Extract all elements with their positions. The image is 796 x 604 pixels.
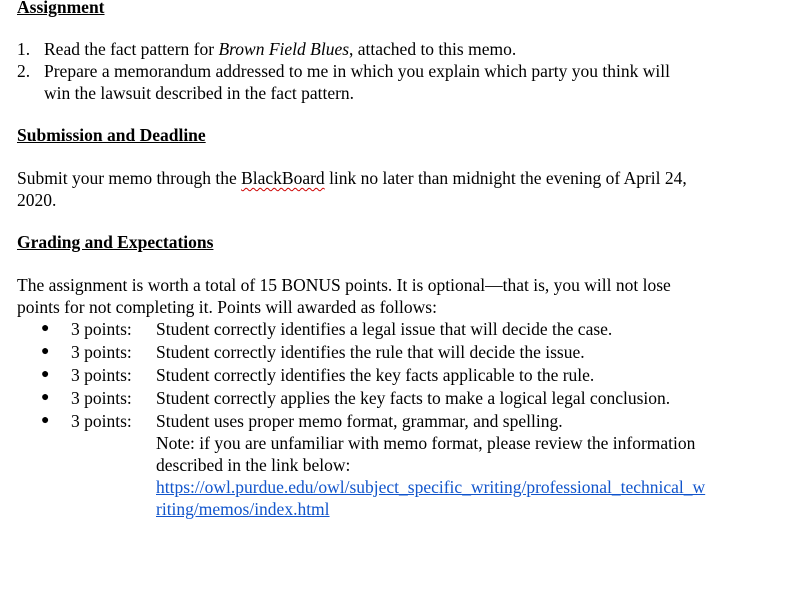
criterion-text: Student correctly identifies the rule that will decide the issue. [156,342,585,362]
points-value: 3 points: [71,319,132,339]
submission-line-1 [17,167,687,189]
grading-intro-line-2: points for not completing it. Points will awarded as follows: [17,297,437,317]
bullet-icon: ● [41,390,50,405]
criterion-text: Student correctly applies the key facts to make a logical legal conclusion. [156,388,671,408]
assignment-item-2-line-1: Prepare a memorandum addressed to me in which you explain which party you think will [44,61,670,81]
purdue-owl-link-line-2[interactable] [156,498,330,520]
points-value: 3 points: [71,365,132,385]
purdue-owl-link-continued[interactable]: riting/memos/index.html [156,499,330,519]
bullet-icon: ● [41,367,50,382]
bullet-icon: ● [41,413,50,428]
assignment-item-2-line-2: win the lawsuit described in the fact pattern. [44,83,355,103]
grading-heading: Grading and Expectations [17,232,214,252]
purdue-owl-link-line-1[interactable] [156,476,705,498]
submission-text-post: link no later than midnight the evening of April 24, [324,168,687,188]
criterion-text: Student correctly identifies the key facts applicable to the rule. [156,365,595,385]
criterion-text: Student uses proper memo format, grammar, and spelling. [156,411,563,431]
list-number-1: 1. [17,39,31,59]
bullet-icon: ● [41,344,50,359]
assignment-item-1-text-post: , attached to this memo. [349,39,517,59]
criterion-text: Student correctly identifies a legal issue that will decide the case. [156,319,613,339]
grading-intro-line-1: The assignment is worth a total of 15 BONUS points. It is optional—that is, you will not lose [17,275,671,295]
submission-text-pre: Submit your memo through the [17,168,242,188]
bullet-icon: ● [41,321,50,336]
spellcheck-flagged-word[interactable]: BlackBoard [241,168,325,188]
assignment-item-1-text-pre: Read the fact pattern for [44,39,219,59]
points-value: 3 points: [71,388,132,408]
submission-line-2: 2020. [17,190,57,210]
fact-pattern-title: Brown Field Blues [218,39,350,59]
assignment-heading: Assignment [17,0,105,17]
purdue-owl-link[interactable]: https://owl.purdue.edu/owl/subject_specific_writing/professional_technical_w [156,477,706,497]
memo-format-note-line-1: Note: if you are unfamiliar with memo format, please review the information [156,433,696,453]
memo-format-note-line-2: described in the link below: [156,455,351,475]
submission-heading: Submission and Deadline [17,125,206,145]
points-value: 3 points: [71,342,132,362]
points-value: 3 points: [71,411,132,431]
assignment-item-1 [44,38,516,60]
list-number-2: 2. [17,61,31,81]
